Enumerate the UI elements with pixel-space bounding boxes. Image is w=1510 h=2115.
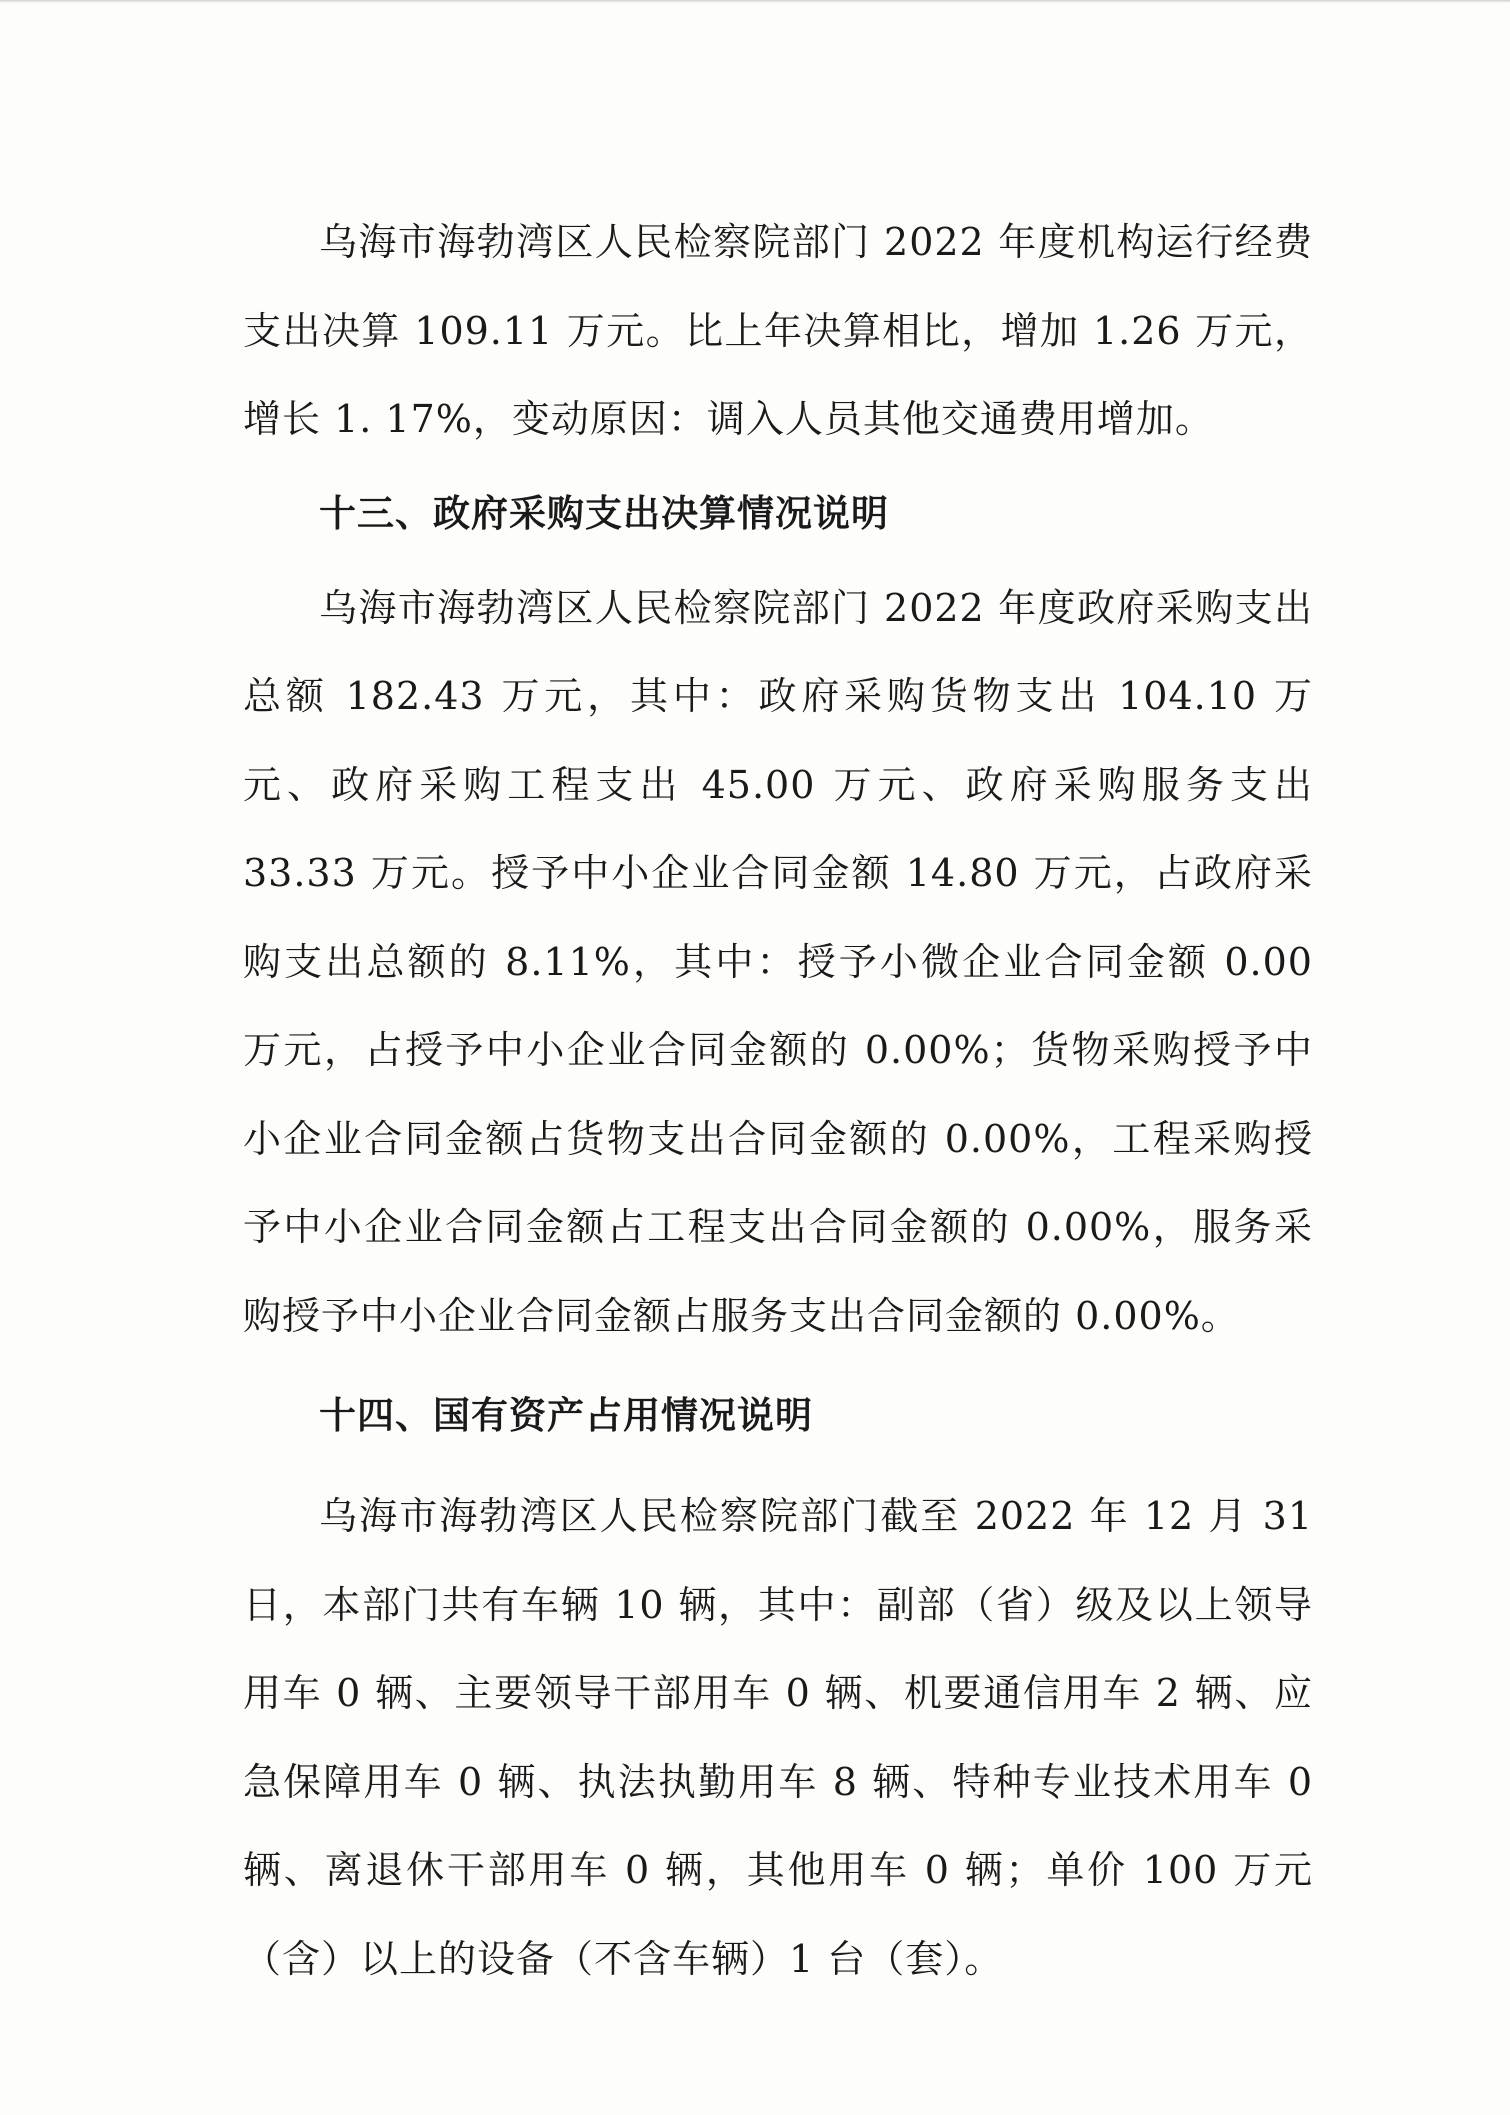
document-body [243, 198, 1313, 2003]
paragraph-operating-expenses: 乌海市海勃湾区人民检察院部门 2022 年度机构运行经费支出决算 109.11 万元。比上年决算相比，增加 1.26 万元，增长 1. 17%，变动原因：调入人员其他交通费用增加。 [243, 220, 1313, 441]
heading-government-procurement: 十三、政府采购支出决算情况说明 [319, 491, 889, 535]
paragraph-state-assets: 乌海市海勃湾区人民检察院部门截至 2022 年 12 月 31 日，本部门共有车辆 10 辆，其中：副部（省）级及以上领导用车 0 辆、主要领导干部用车 0 辆、机要通信用车 2 辆、应急保障用车 0 辆、执法执勤用车 8 辆、特种专业技术用车 0 辆、离退休干部用车 0 辆，其他用车 0 辆；单价 100 万元（含）以上的设备（不含车辆）1 台（套）。 [243, 1494, 1313, 1981]
paragraph-government-procurement: 乌海市海勃湾区人民检察院部门 2022 年度政府采购支出总额 182.43 万元，其中：政府采购货物支出 104.10 万元、政府采购工程支出 45.00 万元、政府采购服务支出 33.33 万元。授予中小企业合同金额 14.80 万元，占政府采购支出总额的 8.11%，其中：授予小微企业合同金额 0.00 万元，占授予中小企业合同金额的 0.00%；货物采购授予中小企业合同金额占货物支出合同金额的 0.00%，工程采购授予中小企业合同金额占工程支出合同金额的 0.00%，服务采购授予中小企业合同金额占服务支出合同金额的 0.00%。 [243, 585, 1313, 1338]
scan-edge [0, 0, 1510, 3]
heading-state-assets: 十四、国有资产占用情况说明 [319, 1394, 813, 1437]
